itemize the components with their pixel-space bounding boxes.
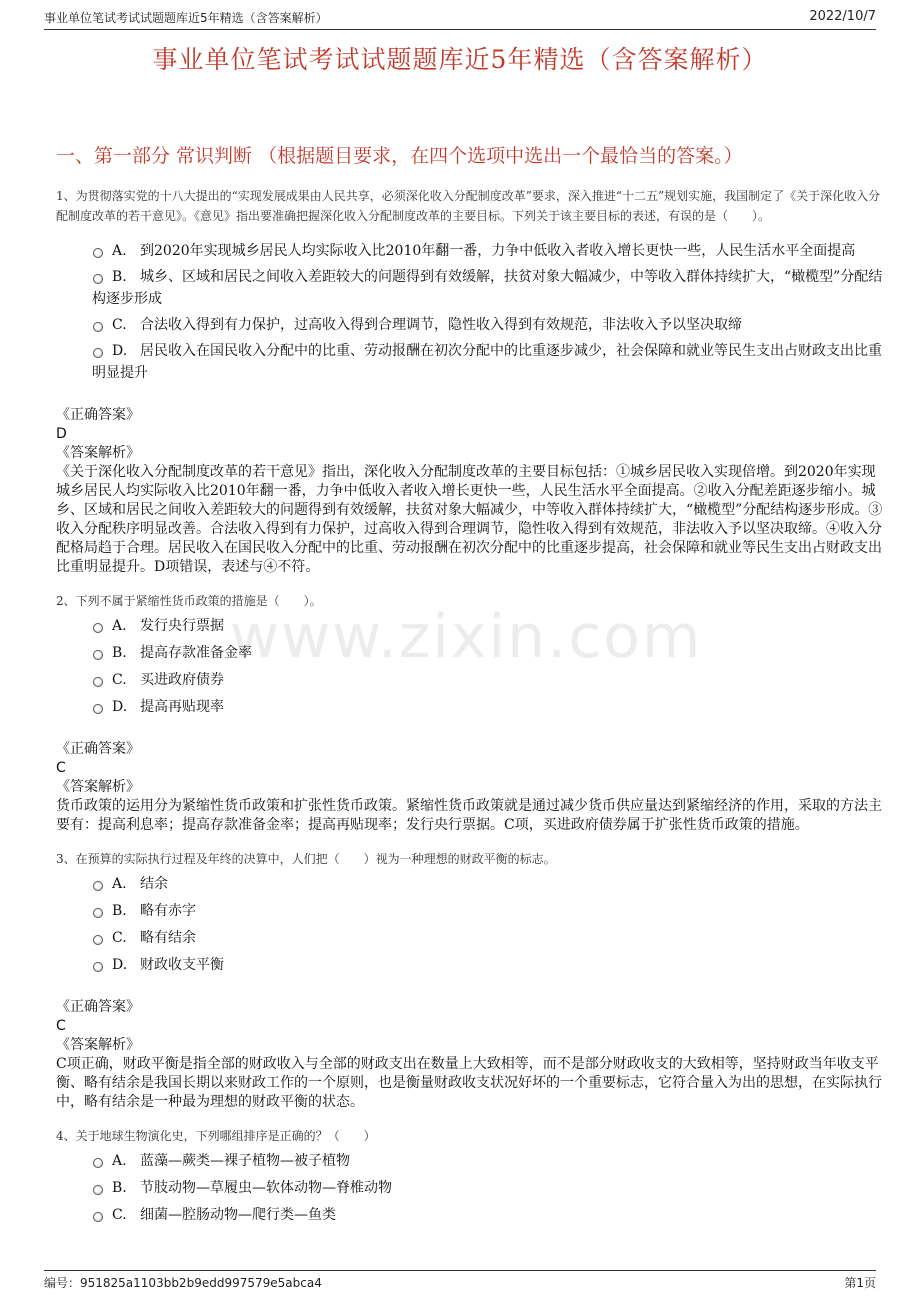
option-label: D. [112, 699, 128, 715]
option-label: A. [112, 618, 127, 634]
option-label: A. [112, 243, 127, 259]
radio-icon[interactable] [93, 677, 103, 687]
answer-value: C [56, 1018, 66, 1034]
option-d[interactable] [56, 954, 884, 976]
header-date: 2022/10/7 [809, 9, 876, 24]
option-text: 居民收入在国民收入分配中的比重、劳动报酬在初次分配中的比重逐步减少，社会保障和就业等民生支出占财政支出比重明显提升 [92, 343, 882, 381]
watermark: www.zixin.com [230, 602, 703, 672]
answer-label: 《正确答案》 [56, 407, 140, 423]
option-b[interactable] [56, 266, 884, 310]
question-text: 2、下列不属于紧缩性货币政策的措施是（ ）。 [56, 594, 322, 608]
answer-value: D [56, 426, 67, 442]
option-text: 到2020年实现城乡居民人均实际收入比2010年翻一番，力争中低收入者收入增长更快一些，人民生活水平全面提高 [140, 243, 856, 259]
radio-icon[interactable] [93, 322, 103, 332]
radio-icon[interactable] [93, 908, 103, 918]
option-c[interactable] [56, 1204, 884, 1226]
option-label: B. [112, 1180, 127, 1196]
option-text: 略有结余 [140, 930, 196, 946]
option-label: B. [112, 269, 127, 285]
option-text: 结余 [140, 876, 168, 892]
radio-icon[interactable] [93, 248, 103, 258]
option-b[interactable] [56, 1177, 884, 1199]
question-text: 1、为贯彻落实党的十八大提出的“实现发展成果由人民共享，必须深化收入分配制度改革”要求，深入推进“十二五”规划实施，我国制定了《关于深化收入分配制度改革的若干意见》。《意见》指出要准确把握深化收入分配制度改革的主要目标。下列关于该主要目标的表述，有误的是（ ）。 [56, 189, 881, 223]
option-label: A. [112, 1153, 127, 1169]
option-label: C. [112, 672, 127, 688]
option-c[interactable] [56, 314, 884, 336]
explanation-label: 《答案解析》 [56, 779, 140, 795]
radio-icon[interactable] [93, 650, 103, 660]
option-text: 提高存款准备金率 [140, 645, 252, 661]
explanation-label: 《答案解析》 [56, 445, 140, 461]
option-text: 发行央行票据 [140, 618, 224, 634]
radio-icon[interactable] [93, 348, 103, 358]
question-1 [56, 186, 884, 577]
option-b[interactable] [56, 900, 884, 922]
option-text: 细菌—腔肠动物—爬行类—鱼类 [140, 1207, 336, 1223]
option-text: 城乡、区域和居民之间收入差距较大的问题得到有效缓解，扶贫对象大幅减少，中等收入群体持续扩大，“橄榄型”分配结构逐步形成 [92, 269, 883, 307]
radio-icon[interactable] [93, 704, 103, 714]
radio-icon[interactable] [93, 881, 103, 891]
page-footer [44, 1270, 876, 1291]
option-c[interactable] [56, 669, 884, 691]
explanation-text: 货币政策的运用分为紧缩性货币政策和扩张性货币政策。紧缩性货币政策就是通过减少货币供应量达到紧缩经济的作用，采取的方法主要有：提高利息率；提高存款准备金率；提高再贴现率；发行央行票据。C项，买进政府债券属于扩张性货币政策的措施。 [56, 798, 882, 833]
option-a[interactable] [56, 873, 884, 895]
question-2 [56, 591, 884, 835]
option-label: C. [112, 317, 127, 333]
radio-icon[interactable] [93, 1185, 103, 1195]
option-d[interactable] [56, 696, 884, 718]
radio-icon[interactable] [93, 935, 103, 945]
option-label: D. [112, 957, 128, 973]
radio-icon[interactable] [93, 274, 103, 284]
question-3 [56, 849, 884, 1112]
option-c[interactable] [56, 927, 884, 949]
option-text: 财政收支平衡 [140, 957, 224, 973]
option-b[interactable] [56, 642, 884, 664]
page-header [44, 9, 876, 30]
option-text: 提高再贴现率 [140, 699, 224, 715]
radio-icon[interactable] [93, 962, 103, 972]
answer-label: 《正确答案》 [56, 741, 140, 757]
option-text: 合法收入得到有力保护，过高收入得到合理调节，隐性收入得到有效规范，非法收入予以坚决取缔 [140, 317, 742, 333]
option-text: 买进政府债券 [140, 672, 224, 688]
option-label: C. [112, 930, 127, 946]
option-a[interactable] [56, 240, 884, 262]
section-title: 一、第一部分 常识判断 （根据题目要求，在四个选项中选出一个最恰当的答案。） [56, 145, 743, 167]
question-text: 3、在预算的实际执行过程及年终的决算中，人们把（ ）视为一种理想的财政平衡的标志。 [56, 852, 556, 866]
questions-container [56, 186, 884, 1226]
explanation-label: 《答案解析》 [56, 1037, 140, 1053]
option-label: A. [112, 876, 127, 892]
answer-value: C [56, 760, 66, 776]
radio-icon[interactable] [93, 1212, 103, 1222]
option-text: 蓝藻—蕨类—裸子植物—被子植物 [140, 1153, 350, 1169]
radio-icon[interactable] [93, 1158, 103, 1168]
option-a[interactable] [56, 615, 884, 637]
option-text: 略有赤字 [140, 903, 196, 919]
answer-label: 《正确答案》 [56, 999, 140, 1015]
explanation-text: 《关于深化收入分配制度改革的若干意见》指出，深化收入分配制度改革的主要目标包括：①城乡居民收入实现倍增。到2020年实现城乡居民人均实际收入比2010年翻一番，力争中低收入者收入增长更快一些，人民生活水平全面提高。②收入分配差距逐步缩小。城乡、区域和居民之间收入差距较大的问题得到有效缓解，扶贫对象大幅减少，中等收入群体持续扩大，“橄榄型”分配结构逐步形成。③收入分配秩序明显改善。合法收入得到有力保护，过高收入得到合理调节，隐性收入得到有效规范，非法收入予以坚决取缔。④收入分配格局趋于合理。居民收入在国民收入分配中的比重、劳动报酬在初次分配中的比重逐步提高，社会保障和就业等民生支出占财政支出比重明显提升。D项错误，表述与④不符。 [56, 464, 883, 575]
option-label: D. [112, 343, 128, 359]
option-label: B. [112, 903, 127, 919]
page-number: 第1页 [844, 1276, 876, 1290]
option-label: B. [112, 645, 127, 661]
option-d[interactable] [56, 340, 884, 384]
question-text: 4、关于地球生物演化史，下列哪组排序是正确的？（ ） [56, 1129, 376, 1143]
explanation-text: C项正确，财政平衡是指全部的财政收入与全部的财政支出在数量上大致相等，而不是部分财政收支的大致相等，坚持财政当年收支平衡、略有结余是我国长期以来财政工作的一个原则，也是衡量财政收支状况好坏的一个重要标志，它符合量入为出的思想，在实际执行中，略有结余是一种最为理想的财政平衡的状态。 [56, 1056, 882, 1110]
header-title: 事业单位笔试考试试题题库近5年精选（含答案解析） [44, 11, 328, 25]
radio-icon[interactable] [93, 623, 103, 633]
option-label: C. [112, 1207, 127, 1223]
option-text: 节肢动物—草履虫—软体动物—脊椎动物 [140, 1180, 392, 1196]
document-id: 编号：951825a1103bb2b9edd997579e5abca4 [44, 1276, 322, 1290]
document-title: 事业单位笔试考试试题题库近5年精选（含答案解析） [152, 45, 768, 74]
option-a[interactable] [56, 1150, 884, 1172]
question-4 [56, 1126, 884, 1226]
